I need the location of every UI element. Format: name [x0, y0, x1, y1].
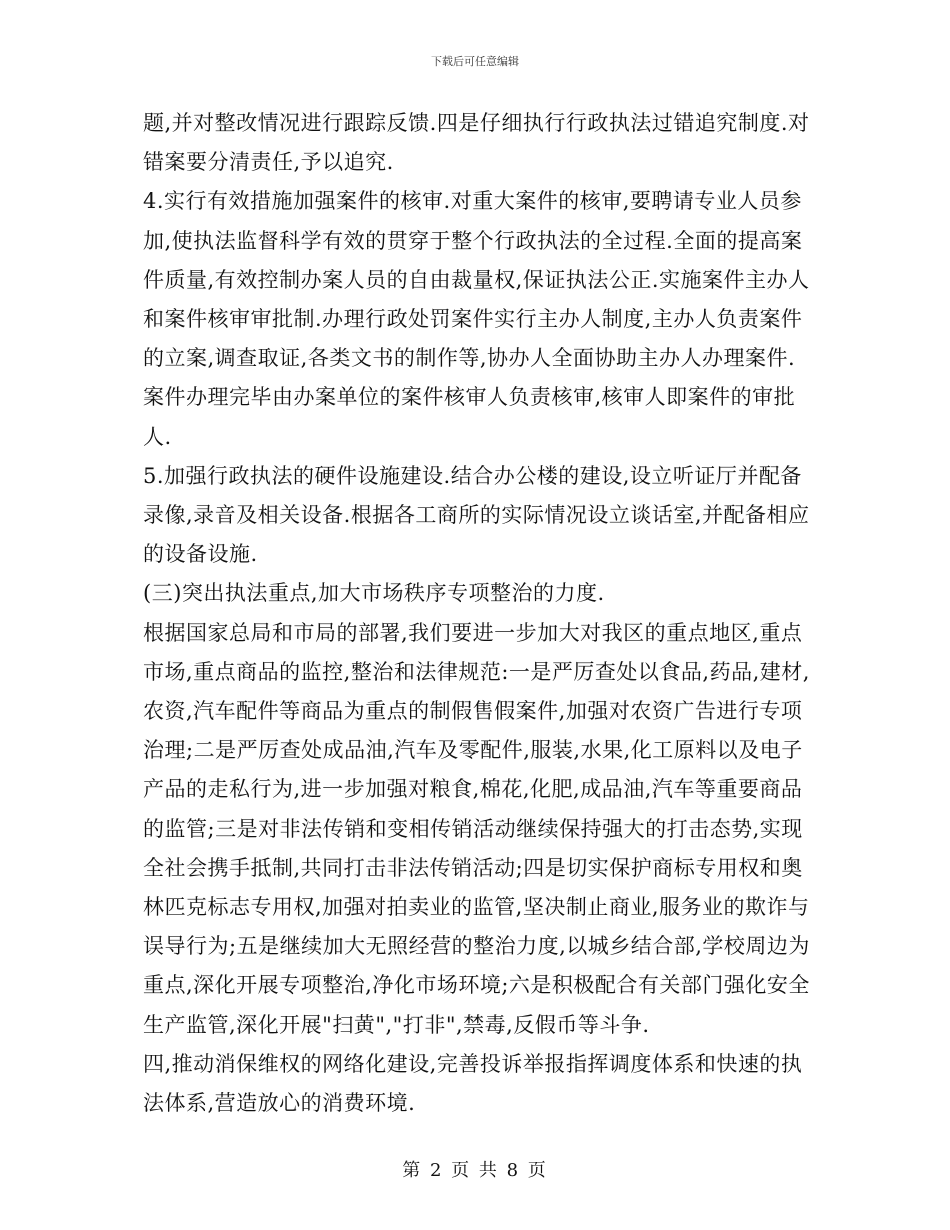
paragraph: 5.加强行政执法的硬件设施建设.结合办公楼的建设,设立听证厅并配备录像,录音及相关设备.根据各工商所的实际情况设立谈话室,并配备相应的设备设施.	[143, 463, 810, 567]
page-header: 下载后可任意编辑	[431, 55, 519, 68]
section-heading: 四,推动消保维权的网络化建设,完善投诉举报指挥调度体系和快速的执法体系,营造放心的消费环境.	[143, 1051, 803, 1116]
paragraph: 根据国家总局和市局的部署,我们要进一步加大对我区的重点地区,重点市场,重点商品的监控,整治和法律规范:一是严厉查处以食品,药品,建材,农资,汽车配件等商品为重点的制假售假案件,加强对农资广告进行专项治理;二是严厉查处成品油,汽车及零配件,服装,水果,化工原料以及电子产品的走私行为,进一步加强对粮食,棉花,化肥,成品油,汽车等重要商品的监管;三是对非法传销和变相传销活动继续保持强大的打击态势,实现全社会携手抵制,共同打击非法传销活动;四是切实保护商标专用权和奥林匹克标志专用权,加强对拍卖业的监管,坚决制止商业,服务业的欺诈与误导行为;五是继续加大无照经营的整治力度,以城乡结合部,学校周边为重点,深化开展专项整治,净化市场环境;六是积极配合有关部门强化安全生产监管,深化开展"扫黄","打非",禁毒,反假币等斗争.	[143, 620, 810, 1037]
paragraph: 4.实行有效措施加强案件的核审.对重大案件的核审,要聘请专业人员参加,使执法监督科学有效的贯穿于整个行政执法的全过程.全面的提高案件质量,有效控制办案人员的自由裁量权,保证执法公正.实施案件主办人和案件核审审批制.办理行政处罚案件实行主办人制度,主办人负责案件的立案,调查取证,各类文书的制作等,协办人全面协助主办人办理案件.案件办理完毕由办案单位的案件核审人负责核审,核审人即案件的审批人.	[143, 189, 810, 449]
section-heading: (三)突出执法重点,加大市场秩序专项整治的力度.	[143, 581, 605, 606]
page-footer: 第 2 页 共 8 页	[402, 1160, 548, 1181]
document-body	[143, 104, 811, 1123]
paragraph: 题,并对整改情况进行跟踪反馈.四是仔细执行行政执法过错追究制度.对错案要分清责任,予以追究.	[143, 111, 810, 175]
